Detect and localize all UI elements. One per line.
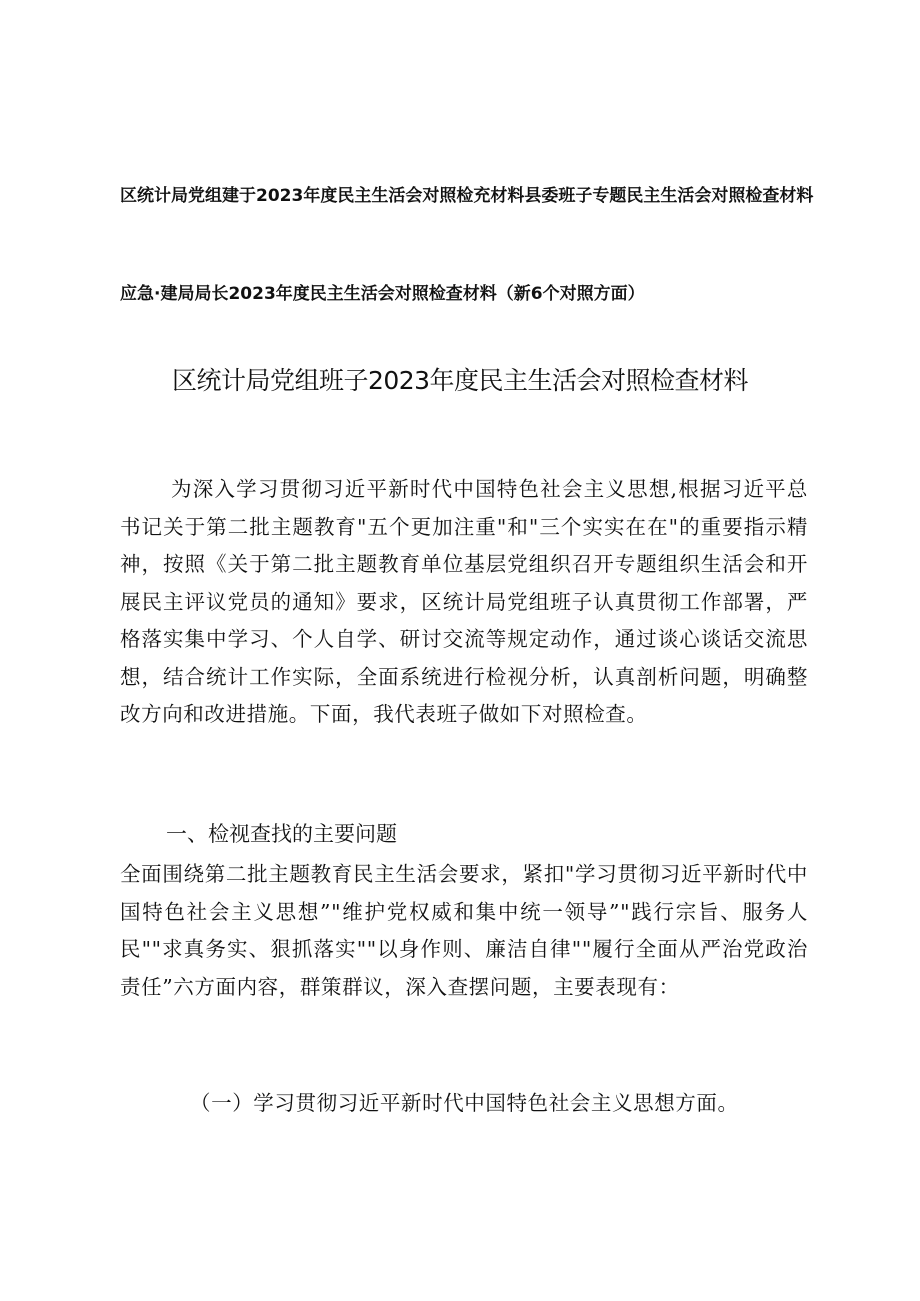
intro-paragraph: 为深入学习贯彻习近平新时代中国特色社会主义思想,根据习近平总书记关于第二批主题教育"五个更加注重"和"三个实实在在"的重要指示精神，按照《关于第二批主题教育单位基层党组织召开专题组织生活会和开展民主评议党员的通知》要求，区统计局党组班子认真贯彻工作部署，严格落实集中学习、个人自学、研讨交流等规定动作，通过谈心谈话交流思想，结合统计工作实际，全面系统进行检视分析，认真剖析问题，明确整改方向和改进措施。下面，我代表班子做如下对照检查。: [120, 477, 808, 726]
related-title-1: 区统计局党组建于2023年度民主生活会对照检充材料县委班子专题民主生活会对照检查材料: [120, 186, 814, 206]
page-title: 区统计局党组班子2023年度民主生活会对照检查材料: [171, 366, 749, 395]
related-title-2: 应急·建局局长2023年度民主生活会对照检查材料（新6个对照方面）: [120, 284, 645, 304]
section-heading: 一、检视查找的主要问题: [166, 822, 397, 846]
section-paragraph: 全面围绕第二批主题教育民主生活会要求，紧扣"学习贯彻习近平新时代中国特色社会主义思想”"维护党权威和集中统一领导”"践行宗旨、服务人民""求真务实、狠抓落实""以身作则、廉洁自律""履行全面从严治党政治责任”六方面内容，群策群议，深入查摆问题，主要表现有：: [120, 862, 808, 999]
subsection-heading: （一）学习贯彻习近平新时代中国特色社会主义思想方面。: [190, 1091, 739, 1115]
